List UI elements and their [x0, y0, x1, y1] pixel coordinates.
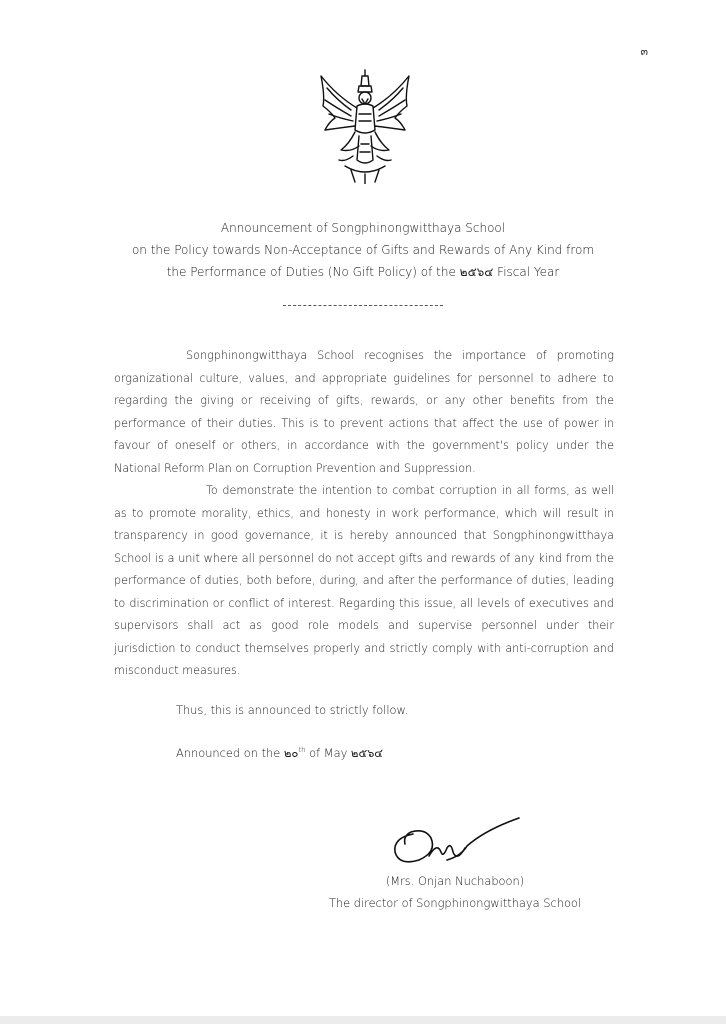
title-line-2: on the Policy towards Non-Acceptance of Gifts and Rewards of Any Kind from: [131, 243, 595, 257]
title-divider: [283, 305, 443, 306]
paragraph-1: Songphinongwitthaya School recognises the importance of promoting organizational culture, values, and appropriate guidelines for personnel to adhere to regarding the giving or receiving of gifts, rewards, or any other benefits from the performance of their duties. This is to prevent actions that affect the use of power in favour of oneself or others, in accordance with the government's policy under the National Reform Plan on Corruption Prevention and Suppression.: [114, 349, 614, 475]
title-line-1: Announcement of Songphinongwitthaya School: [220, 221, 506, 235]
date-prefix: Announced on the: [176, 746, 284, 760]
announcement-title: [60, 217, 666, 283]
paragraph-2: To demonstrate the intention to combat corruption in all forms, as well as to promote morality, ethics, and honesty in work performance, which will result in transparency in good governance, it is hereby announced that Songphinongwitthaya School is a unit where all personnel do not accept gifts and rewards of any kind from the performance of duties, both before, during, and after the performance of duties, leading to discrimination or conflict of interest. Regarding this issue, all levels of executives and supervisors shall act as good role models and supervise personnel under their jurisdiction to conduct themselves properly and strictly comply with anti-corruption and misconduct measures.: [114, 484, 614, 677]
date-ordinal: th: [298, 746, 306, 755]
page-number: ๓: [640, 45, 648, 58]
date-rest: of May ๒๕๖๔: [305, 746, 383, 760]
date-day: ๒๐: [283, 746, 299, 760]
announcement-date: [176, 745, 383, 763]
signer-name: (Mrs. Onjan Nuchaboon): [385, 874, 525, 888]
closing-statement: Thus, this is announced to strictly follow.: [176, 703, 409, 717]
signer-position: The director of Songphinongwitthaya School: [328, 896, 582, 910]
title-line-3: the Performance of Duties (No Gift Policy) of the ๒๕๖๔ Fiscal Year: [166, 265, 560, 279]
handwritten-signature: [385, 812, 525, 872]
garuda-emblem-icon: [315, 66, 415, 184]
